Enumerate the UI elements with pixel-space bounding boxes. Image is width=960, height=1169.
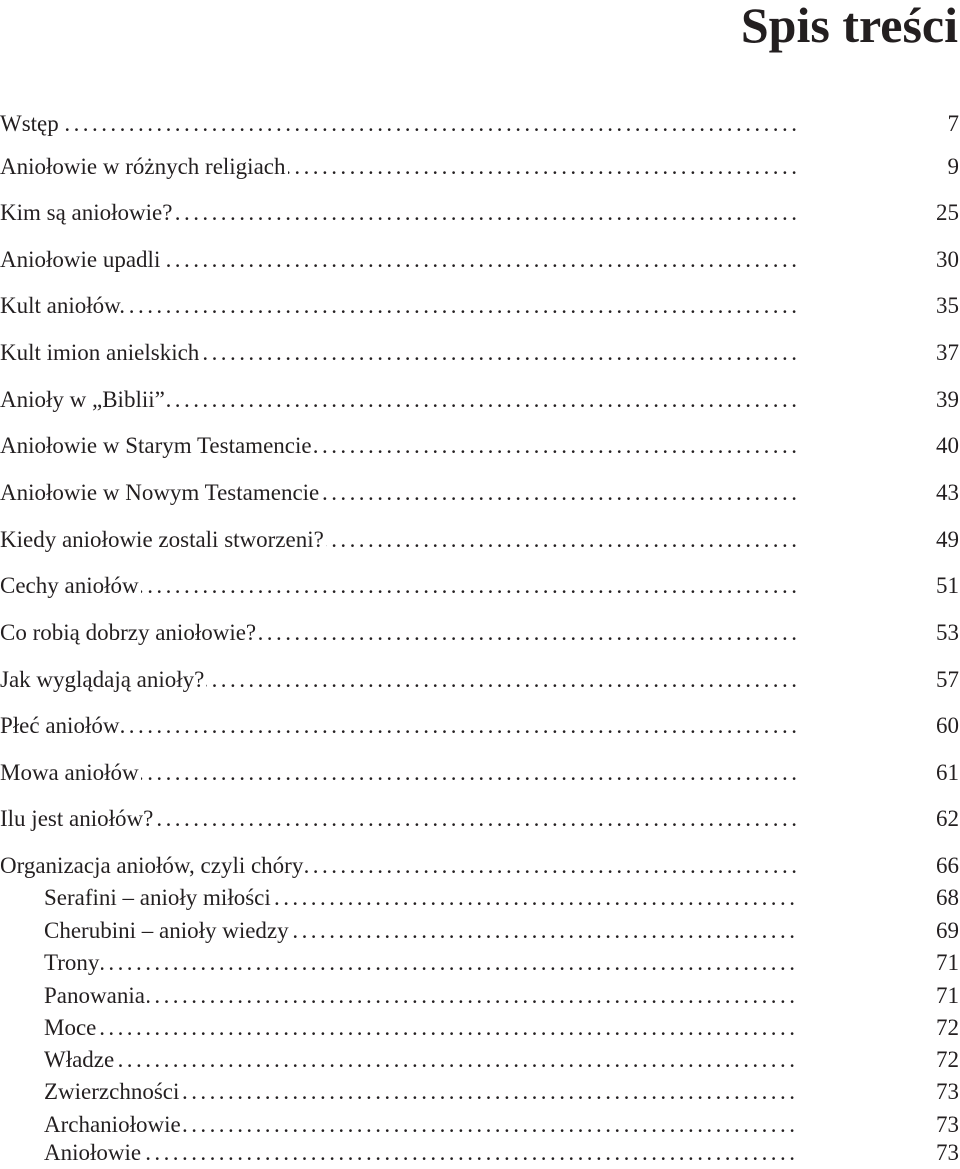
toc-entry [0,385,960,415]
toc-entry-title: Mowa aniołów [0,760,139,785]
toc-page-number: 73 [936,1140,959,1165]
dot-leader [0,338,796,368]
toc-subentry [0,948,960,978]
dot-leader [44,981,796,1011]
toc-entry [0,109,960,139]
dot-leader [0,618,796,648]
toc-entry-title: Jak wyglądają anioły? [0,667,205,692]
toc-page-number: 60 [936,713,959,738]
dot-leader [0,804,796,834]
toc-subentry [0,883,960,913]
toc-entry-title: Anioły w „Biblii” [0,387,165,412]
toc-subentry-title: Panowania [44,983,145,1008]
dot-leader [0,152,796,182]
dot-leader [0,758,796,788]
dot-leader [0,711,796,741]
toc-page-number: 69 [936,918,959,943]
toc-entry [0,525,960,555]
dot-leader [0,525,796,555]
toc-page-number: 37 [936,340,959,365]
toc-entry-title: Co robią dobrzy aniołowie? [0,620,257,645]
toc-entry [0,152,960,182]
toc-subentry [0,1110,960,1140]
toc-page-number: 53 [936,620,959,645]
toc-subentry [0,1138,960,1168]
toc-subentry-title: Trony [44,950,100,975]
dot-leader [0,109,796,139]
dot-leader [0,665,796,695]
toc-page-number: 66 [936,853,959,878]
toc-entry-title: Aniołowie w Nowym Testamencie [0,480,320,505]
toc-subentry [0,981,960,1011]
toc-page-number: 57 [936,667,959,692]
dot-leader [0,571,796,601]
toc-subentry-title: Serafini – anioły miłości [44,885,271,910]
toc-entry [0,571,960,601]
toc-entry-title: Kult aniołów. [0,293,125,318]
toc-page-number: 61 [936,760,959,785]
dot-leader [44,883,796,913]
toc-page-number: 40 [936,433,959,458]
toc-subentry-title: Cherubini – anioły wiedzy [44,918,289,943]
dot-leader [44,1013,796,1043]
toc-subentry [0,916,960,946]
toc-entry-title: Kim są aniołowie? [0,200,173,225]
toc-page-number: 71 [936,950,959,975]
toc-entry [0,618,960,648]
dot-leader [44,1138,796,1168]
toc-entry-title: Kiedy aniołowie zostali stworzeni? [0,527,324,552]
toc-page-number: 51 [936,573,959,598]
toc-subentry-title: Archaniołowie [44,1112,181,1137]
toc-entry-title: Kult imion anielskich [0,340,200,365]
toc-page-number: 71 [936,983,959,1008]
toc-page-number: 72 [936,1047,959,1072]
toc-entry [0,711,960,741]
toc-page-number: 30 [936,247,959,272]
toc-entry [0,758,960,788]
toc-entry-title: Płeć aniołów [0,713,120,738]
toc-entry [0,291,960,321]
toc-entry-title: Ilu jest aniołów? [0,806,154,831]
toc-page-number: 73 [936,1079,959,1104]
toc-page-number: 43 [936,480,959,505]
toc-page-number: 73 [936,1112,959,1137]
dot-leader [0,851,796,881]
toc-subentry [0,1013,960,1043]
toc-entry-title: Aniołowie w Starym Testamencie [0,433,312,458]
toc-page-number: 72 [936,1015,959,1040]
toc-entry [0,665,960,695]
toc-page-number: 35 [936,293,959,318]
toc-page-number: 68 [936,885,959,910]
toc-entry [0,338,960,368]
toc-subentry-title: Aniołowie [44,1140,142,1165]
dot-leader [44,948,796,978]
toc-entry [0,478,960,508]
toc-entry-title: Aniołowie upadli [0,247,161,272]
toc-page-number: 25 [936,200,959,225]
toc-page-number: 49 [936,527,959,552]
dot-leader [0,198,796,228]
page-title: Spis treści [740,0,958,53]
toc-page-number: 39 [936,387,959,412]
toc-subentry-title: Władze [44,1047,115,1072]
dot-leader [44,1077,796,1107]
toc-subentry [0,1045,960,1075]
dot-leader [0,385,796,415]
dot-leader [0,245,796,275]
toc-entry [0,851,960,881]
toc-entry-title: Wstęp [0,111,59,136]
dot-leader [44,1110,796,1140]
toc-entry-title: Cechy aniołów [0,573,139,598]
dot-leader [0,431,796,461]
toc-subentry-title: Moce [44,1015,97,1040]
toc-entry [0,431,960,461]
dot-leader [0,291,796,321]
dot-leader [0,478,796,508]
toc-entry-title: Organizacja aniołów, czyli chóry [0,853,304,878]
toc-page-number: 9 [947,154,959,179]
dot-leader [44,1045,796,1075]
toc-entry [0,804,960,834]
toc-page-number: 62 [936,806,959,831]
toc-entry [0,245,960,275]
toc-subentry-title: Zwierzchności [44,1079,180,1104]
toc-entry-title: Aniołowie w różnych religiach [0,154,286,179]
toc-subentry [0,1077,960,1107]
toc-entry [0,198,960,228]
dot-leader [44,916,796,946]
toc-page-number: 7 [947,111,959,136]
